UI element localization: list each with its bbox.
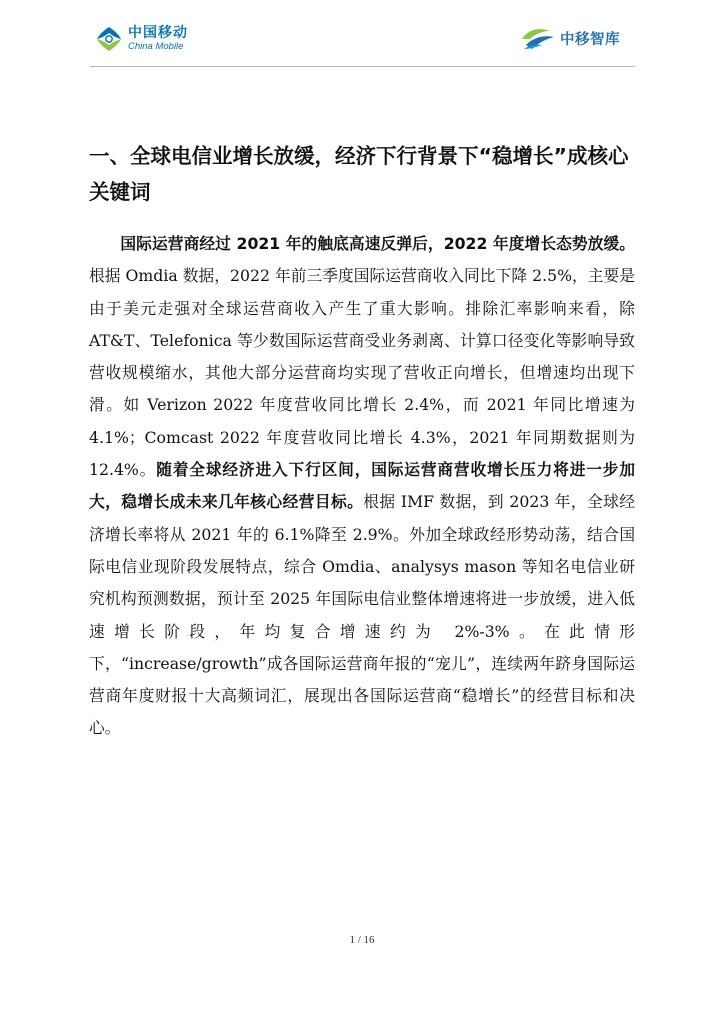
page-header [0, 0, 724, 75]
china-mobile-logo-cn: 中国移动 [128, 25, 188, 42]
cmcc-think-tank-logo [520, 25, 620, 51]
header-divider [90, 66, 635, 67]
body-paragraph [89, 228, 635, 745]
china-mobile-logo-en: China Mobile [128, 41, 184, 53]
key-point-1: 国际运营商经过 2021 年的触底高速反弹后，2022 年度增长态势放缓。 [120, 234, 635, 253]
china-mobile-logo [95, 25, 188, 53]
think-tank-emblem-icon [520, 25, 556, 51]
page-number: 1 / 16 [349, 934, 375, 946]
body-text-2: 根据 IMF 数据，到 2023 年，全球经济增长率将从 2021 年的 6.1%降至 2.9%。外加全球政经形势动荡，结合国际电信业现阶段发展特点，综合 Omdia、analysys mason 等知名电信业研究机构预测数据，预计至 2025 年国际电信业整体增速将进一步放缓，进入低速增长阶段，年均复合增速约为 2%-3%。在此情形下，“increase/growth”成各国际运营商年报的“宠儿”，连续两年跻身国际运营商年度财报十大高频词汇，展现出各国际运营商“稳增长”的经营目标和决心。 [89, 492, 635, 738]
body-text-1: 根据 Omdia 数据，2022 年前三季度国际运营商收入同比下降 2.5%，主要是由于美元走强对全球运营商收入产生了重大影响。排除汇率影响来看，除 AT&T、Telefonica 等少数国际运营商受业务剥离、计算口径变化等影响导致营收规模缩水，其他大部分运营商均实现了营收正向增长，但增速均出现下滑。如 Verizon 2022 年度营收同比增长 2.4%，而 2021 年同比增速为 4.1%；Comcast 2022 年度营收同比增长 4.3%，2021 年同期数据则为 12.4%。 [89, 266, 635, 480]
think-tank-logo-cn: 中移智库 [560, 31, 620, 48]
section-title: 一、全球电信业增长放缓，经济下行背景下“稳增长”成核心关键词 [89, 144, 629, 204]
china-mobile-emblem-icon [95, 25, 123, 53]
key-point-2: 随着全球经济进入下行区间，国际运营商营收增长压力将进一步加大，稳增长成未来几年核心经营目标。 [89, 460, 636, 512]
